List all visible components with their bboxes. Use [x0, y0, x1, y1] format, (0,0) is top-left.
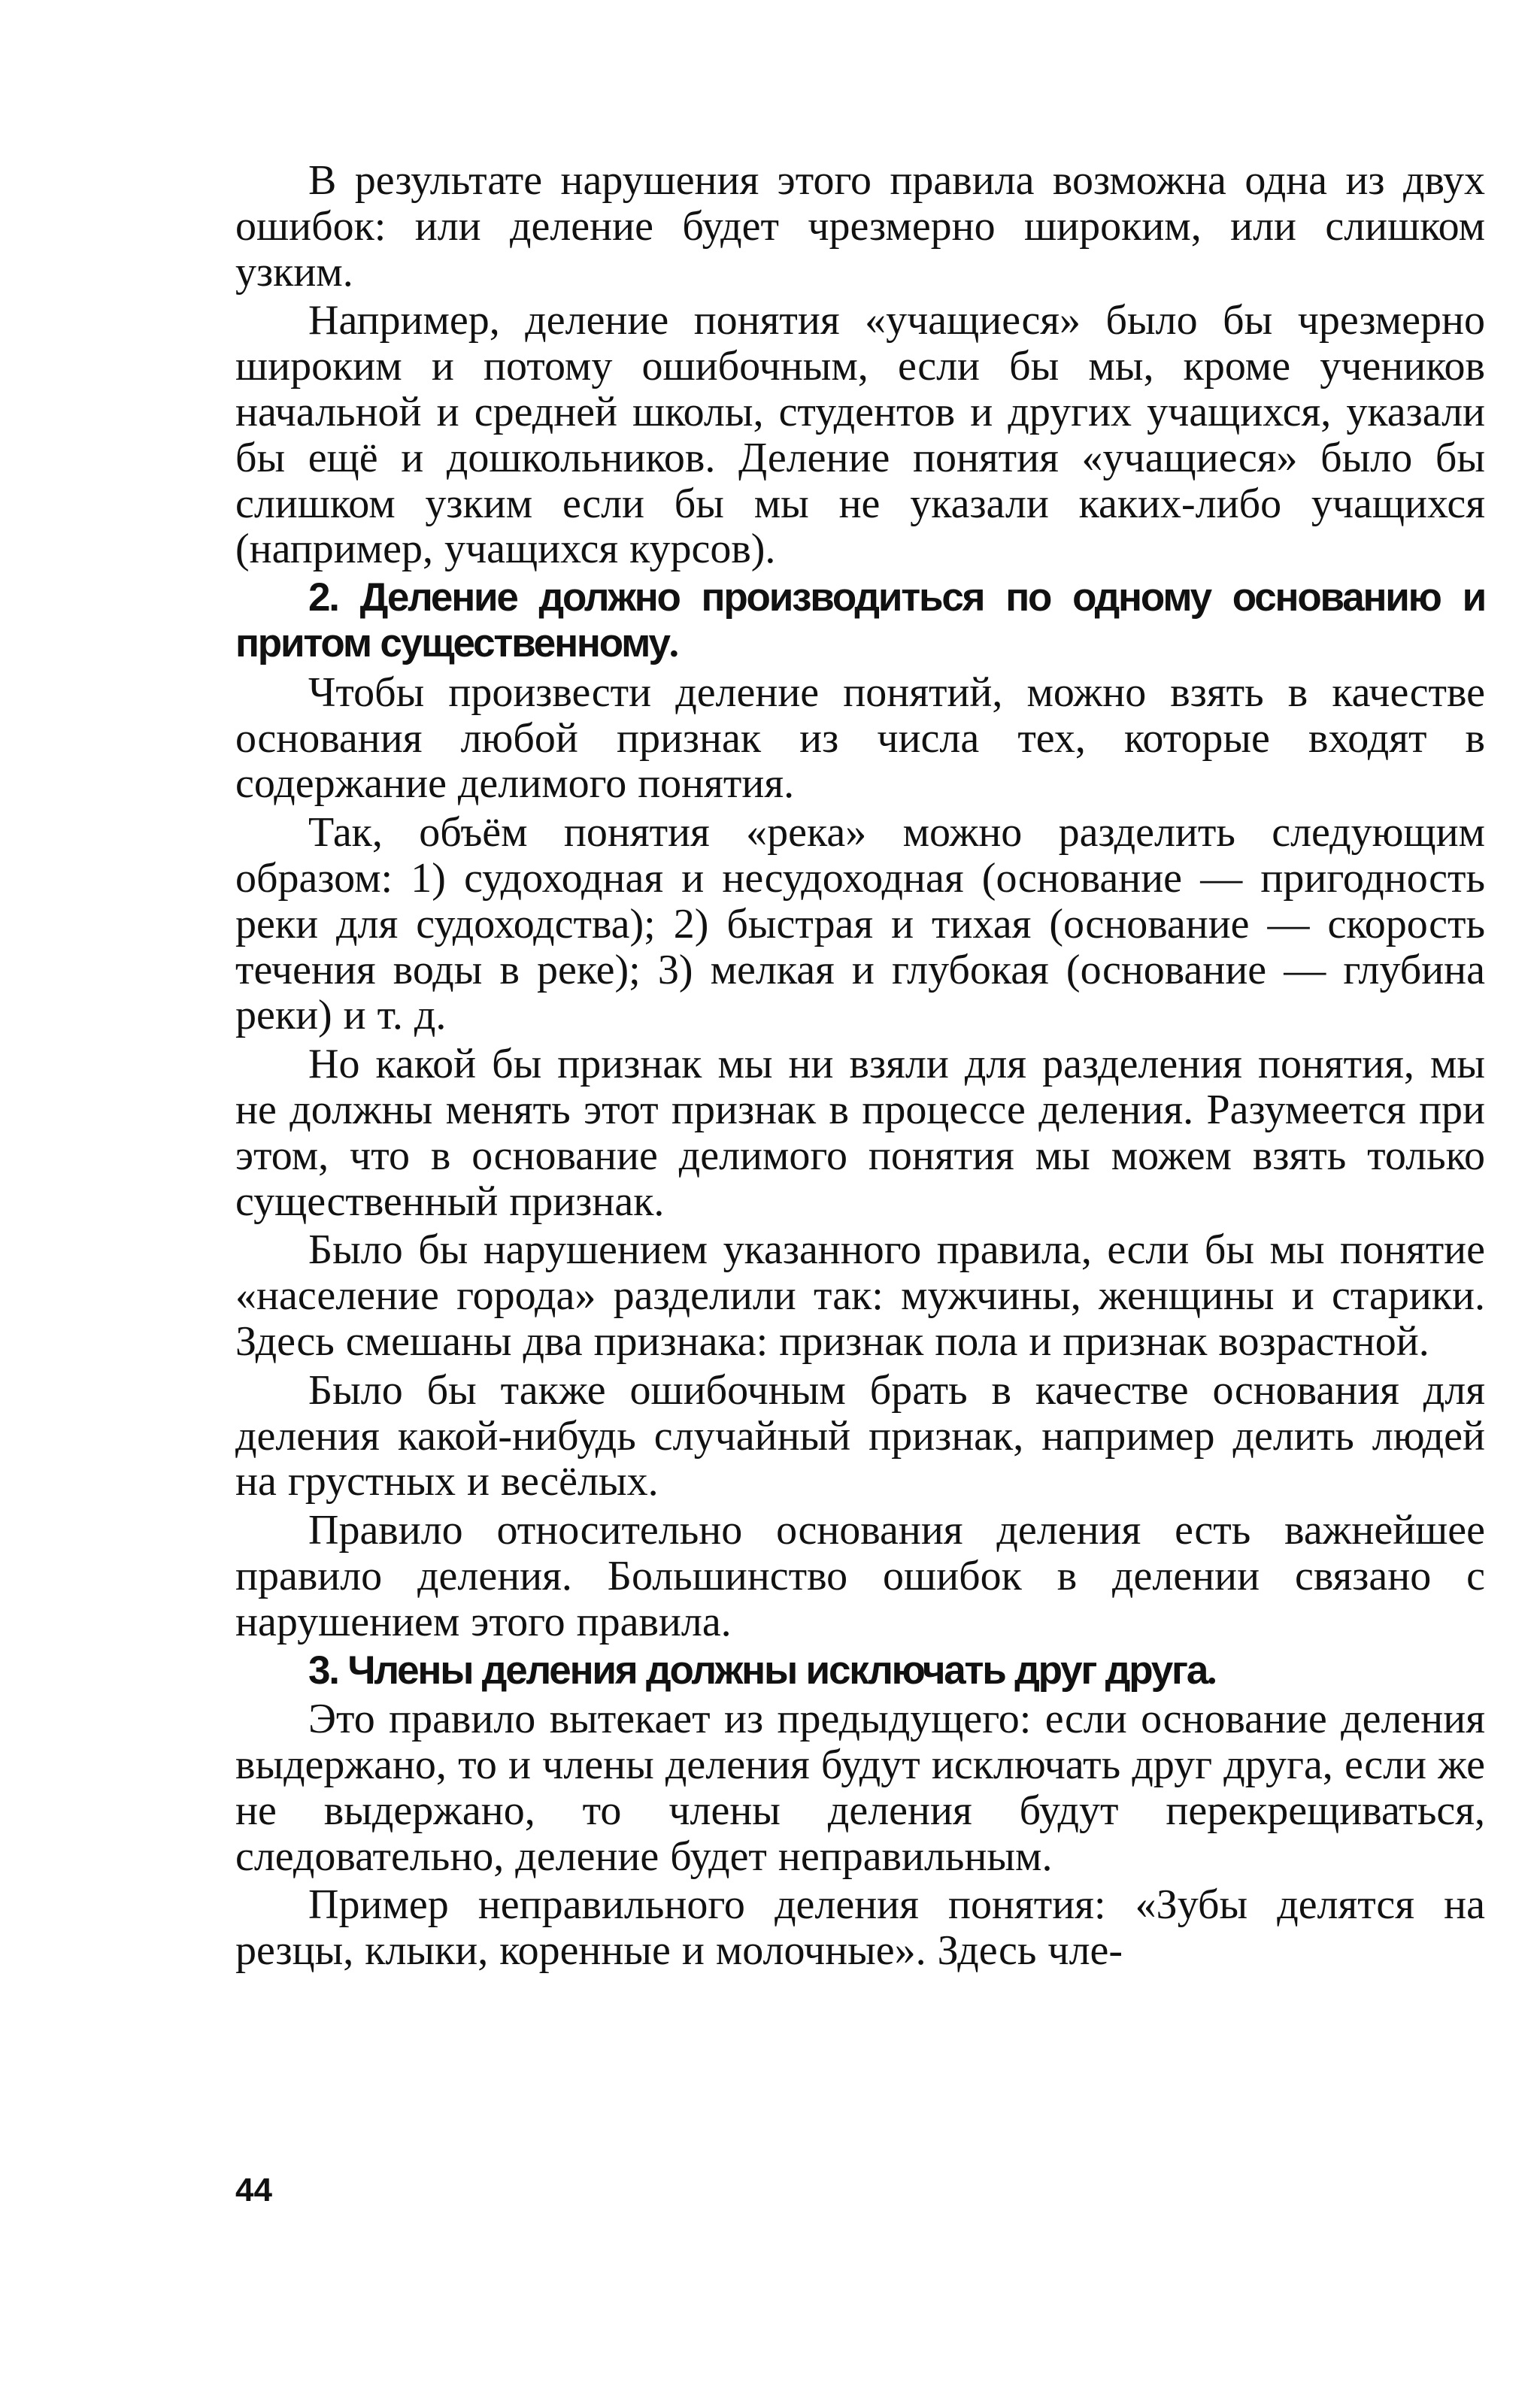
paragraph: Чтобы произвести деление понятий, можно взять в качестве основания любой признак из числа тех, которые входят в содержание делимого понятия. — [235, 668, 1485, 808]
paragraph: Например, деление понятия «учащиеся» было бы чрезмерно широким и потому ошибочным, если бы мы, кроме учеников начальной и средней школы, студентов и других учащихся, указали бы ещё и дошкольников. Деление понятия «учащиеся» было бы слишком узким если бы мы не указали каких-либо учащихся (например, учащихся курсов). — [235, 297, 1485, 573]
paragraph: В результате нарушения этого правила возможна одна из двух ошибок: или деление будет чрезмерно широким, или слишком узким. — [235, 157, 1485, 296]
page-number: 44 — [235, 2172, 272, 2208]
page-text — [235, 158, 1485, 1977]
rule-heading-2 — [235, 575, 1485, 667]
paragraph: Было бы нарушением указанного правила, если бы мы понятие «население города» разделили так: мужчины, женщины и старики. Здесь смешаны два признака: признак пола и признак возрастной. — [235, 1226, 1485, 1365]
paragraph: Но какой бы признак мы ни взяли для разделения понятия, мы не должны менять этот признак в процессе деления. Разумеется при этом, что в основание делимого понятия мы можем взять только существенный признак. — [235, 1041, 1485, 1225]
rule-end: . — [1207, 1648, 1217, 1693]
paragraph: Так, объём понятия «река» можно разделить следующим образом: 1) судоходная и несудоходная (основание — пригодность реки для судоходства); 2) быстрая и тихая (основание — скорость течения воды в реке); 3) мелкая и глубокая (основание — глубина реки) и т. д. — [235, 809, 1485, 1039]
rule-end: . — [668, 621, 680, 665]
rule-heading-3 — [235, 1648, 1485, 1694]
paragraph: Пример неправильного деления понятия: «Зубы делятся на резцы, клыки, коренные и молочные». Здесь чле- — [235, 1881, 1485, 1975]
paragraph: Было бы также ошибочным брать в качестве основания для деления какой-нибудь случайный признак, например делить людей на грустных и весёлых. — [235, 1366, 1485, 1505]
paragraph: Правило относительно основания деления есть важнейшее правило деления. Большинство ошибок в делении связано с нарушением этого правила. — [235, 1507, 1485, 1645]
paragraph: Это правило вытекает из предыдущего: если основание деления выдержано, то и члены деления будут исключать друг друга, если же не выдержано, то члены деления будут перекрещиваться, следовательно, деление будет неправильным. — [235, 1696, 1485, 1880]
rule-text: 2. Деление должно производиться по одному основанию и притом существенному — [235, 575, 1485, 665]
rule-text: 3. Члены деления должны исключать друг друга — [308, 1648, 1208, 1693]
